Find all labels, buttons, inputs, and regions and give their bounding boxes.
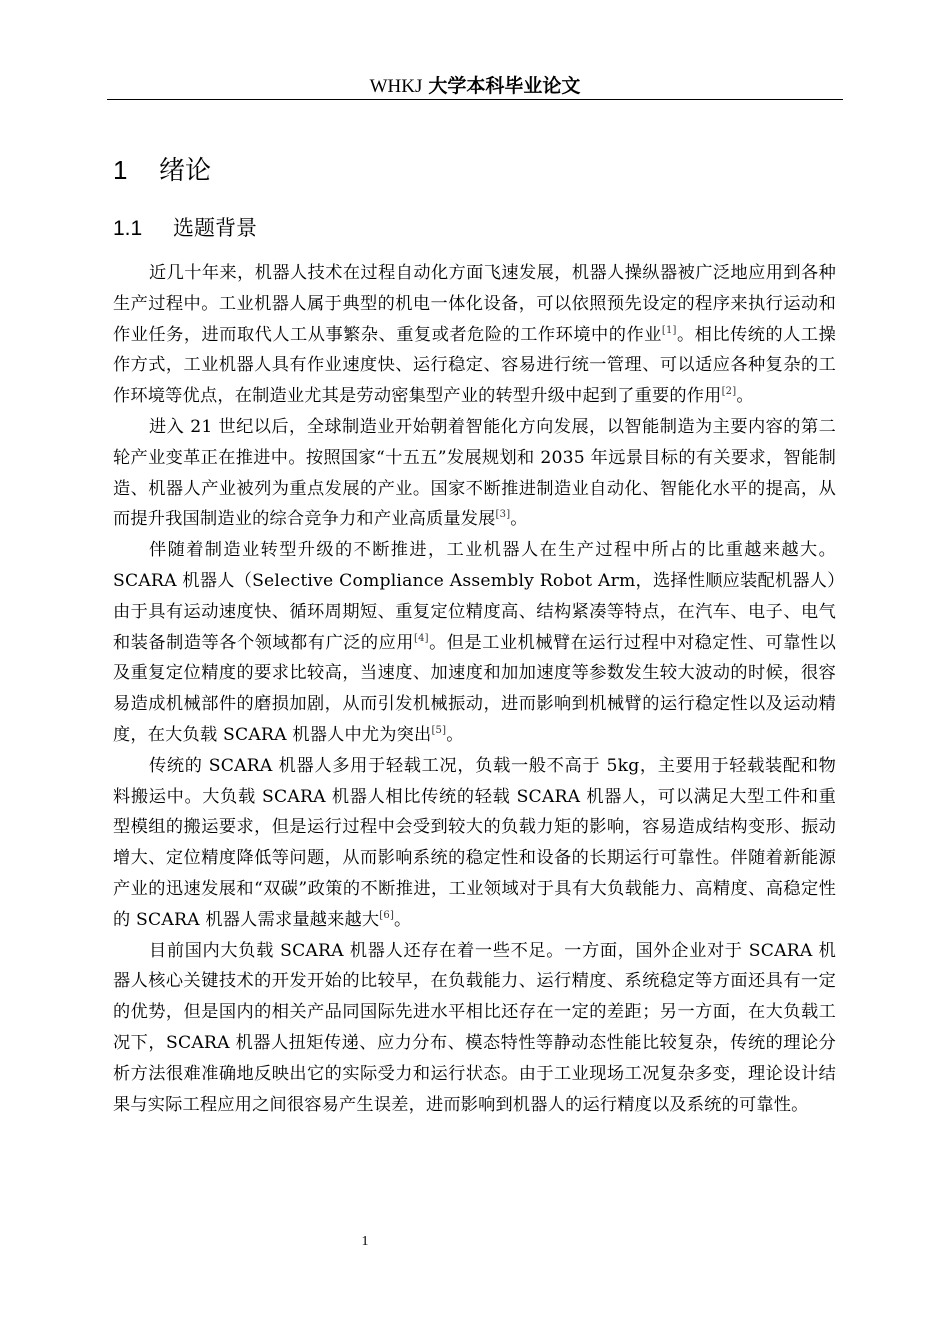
citation[interactable]: [2] <box>721 386 737 398</box>
paragraph-text: 传统的 SCARA 机器人多用于轻载工况，负载一般不高于 5kg，主要用于轻载装配和物料搬运中。大负载 SCARA 机器人相比传统的轻载 SCARA 机器人，可以满足大型工件和重型模组的搬运要求，但是运行过程中会受到较大的负载力矩的影响，容易造成结构变形、振动增大、定位精度降低等问题，从而影响系统的稳定性和设备的长期运行可靠性。伴随着新能源产业的迅速发展和“双碳”政策的不断推进，工业领域对于具有大负载能力、高精度、高稳定性的 SCARA 机器人需求量越来越大 <box>113 755 836 930</box>
paragraph-text: 近几十年来，机器人技术在过程自动化方面飞速发展，机器人操纵器被广泛地应用到各种生产过程中。工业机器人属于典型的机电一体化设备，可以依照预先设定的程序来执行运动和作业任务，进而取代人工从事繁杂、重复或者危险的工作环境中的作业 <box>113 263 836 345</box>
section-title: 选题背景 <box>173 216 257 240</box>
header-rule <box>107 99 843 100</box>
paragraph-text: 。但是工业机械臂在运行过程中对稳定性、可靠性以及重复定位精度的要求比较高，当速度、加速度和加加速度等参数发生较大波动的时候，很容易造成机械部件的磨损加剧，从而引发机械振动，进而影响到机械臂的运行稳定性以及运动精度，在大负载 SCARA 机器人中尤为突出 <box>113 632 836 745</box>
section-number: 1.1 <box>113 217 143 240</box>
paragraph-3 <box>113 535 836 751</box>
chapter-title: 绪论 <box>159 156 212 186</box>
page-number: 1 <box>361 1234 369 1249</box>
paragraph-4 <box>113 751 836 936</box>
chapter-number: 1 <box>113 155 128 185</box>
running-header <box>107 70 843 102</box>
paragraph-5 <box>113 936 836 1121</box>
citation[interactable]: [1] <box>661 324 677 336</box>
citation[interactable]: [4] <box>414 632 429 644</box>
header-title: 大学本科毕业论文 <box>428 75 581 97</box>
paragraph-text: 。 <box>446 724 464 745</box>
paragraph-text: 。相比传统的人工操作方式，工业机器人具有作业速度快、运行稳定、容易进行统一管理、可以适应各种复杂的工作环境等优点，在制造业尤其是劳动密集型产业的转型升级中起到了重要的作用 <box>113 324 836 407</box>
body-text <box>113 258 836 1120</box>
section-heading <box>113 210 257 247</box>
paragraph-text: 目前国内大负载 SCARA 机器人还存在着一些不足。一方面，国外企业对于 SCARA 机器人核心关键技术的开发开始的比较早，在负载能力、运行精度、系统稳定等方面还具有一定的优势，但是国内的相关产品同国际先进水平相比还存在一定的差距；另一方面，在大负载工况下，SCARA 机器人扭矩传递、应力分布、模态特性等静动态性能比较复杂，传统的理论分析方法很难准确地反映出它的实际受力和运行状态。由于工业现场工况复杂多变，理论设计结果与实际工程应用之间很容易产生误差，进而影响到机器人的运行精度以及系统的可靠性。 <box>113 940 836 1115</box>
citation[interactable]: [6] <box>379 909 395 921</box>
paragraph-text: 。 <box>510 509 528 530</box>
paragraph-text: 。 <box>736 386 754 407</box>
chapter-heading <box>113 150 211 191</box>
paragraph-1 <box>113 258 836 412</box>
header-school: WHKJ <box>369 76 423 97</box>
paragraph-2 <box>113 412 836 535</box>
citation[interactable]: [5] <box>431 724 447 736</box>
paragraph-text: 伴随着制造业转型升级的不断推进，工业机器人在生产过程中所占的比重越来越大。SCARA 机器人（Selective Compliance Assembly Robot Arm，选择性顺应装配机器人）由于具有运动速度快、循环周期短、重复定位精度高、结构紧凑等特点，在汽车、电子、电气和装备制造等各个领域都有广泛的应用 <box>113 540 836 653</box>
paragraph-text: 。 <box>394 909 412 930</box>
paragraph-text: 进入 21 世纪以后，全球制造业开始朝着智能化方向发展，以智能制造为主要内容的第二轮产业变革正在推进中。按照国家“十五五”发展规划和 2035 年远景目标的有关要求，智能制造、机器人产业被列为重点发展的产业。国家不断推进制造业自动化、智能化水平的提高，从而提升我国制造业的综合竞争力和产业高质量发展 <box>113 416 836 530</box>
citation[interactable]: [3] <box>495 509 511 521</box>
